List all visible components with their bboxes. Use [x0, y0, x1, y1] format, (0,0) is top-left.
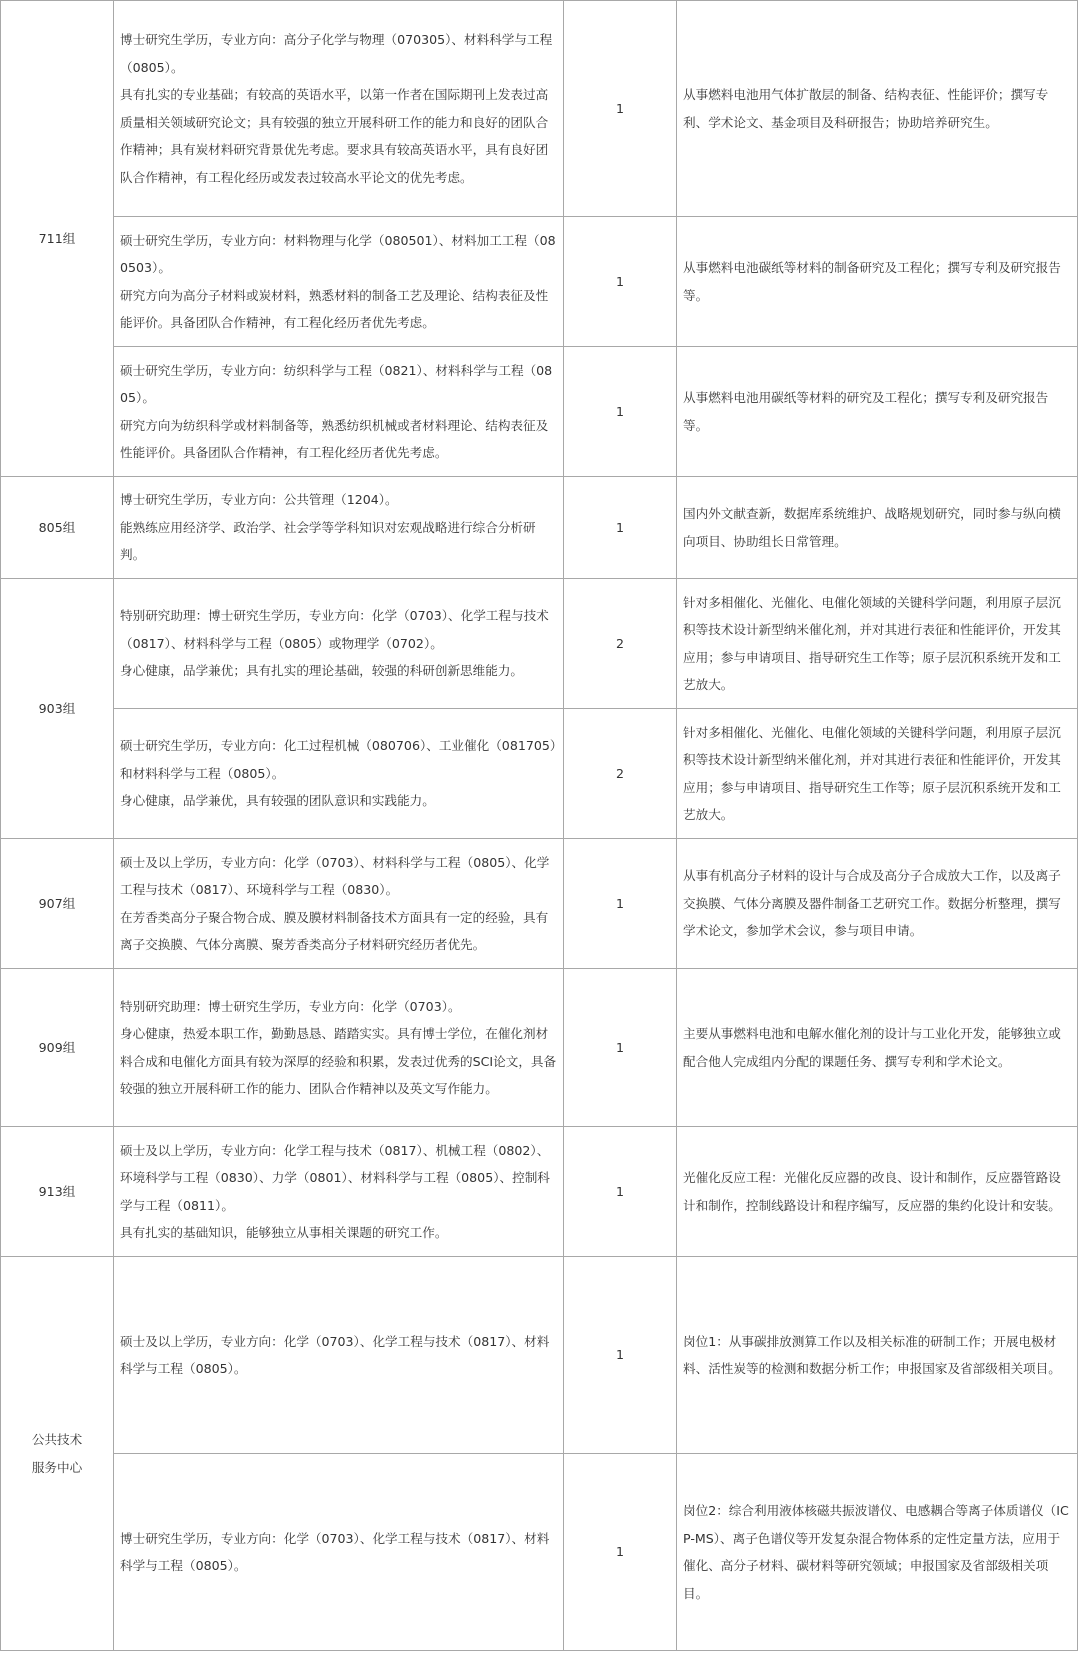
- group-cell: 711组: [1, 1, 114, 477]
- requirement-line: 研究方向为纺织科学或材料制备等，熟悉纺织机械或者材料理论、结构表征及性能评价。具备团队合作精神，有工程化经历者优先考虑。: [120, 417, 549, 460]
- requirement-cell: [114, 1127, 564, 1257]
- duty-cell: 针对多相催化、光催化、电催化领域的关键科学问题，利用原子层沉积等技术设计新型纳米催化剂，并对其进行表征和性能评价，开发其应用；参与申请项目、指导研究生工作等；原子层沉积系统开发和工艺放大。: [677, 579, 1078, 709]
- requirement-line: 身心健康，热爱本职工作，勤勤恳恳、踏踏实实。具有博士学位，在催化剂材料合成和电催化方面具有较为深厚的经验和积累，发表过优秀的SCI论文，具备较强的独立开展科研工作的能力、团队合作精神以及英文写作能力。: [120, 1026, 557, 1096]
- count-cell: 2: [564, 579, 677, 709]
- requirement-line: 身心健康，品学兼优，具有较强的团队意识和实践能力。: [120, 793, 435, 809]
- requirement-line: 特别研究助理：博士研究生学历，专业方向：化学（0703）。: [120, 998, 461, 1014]
- group-cell: [1, 1257, 114, 1651]
- requirement-cell: [114, 347, 564, 477]
- requirement-cell: [114, 839, 564, 969]
- table-row: [1, 347, 1078, 477]
- requirement-cell: [114, 217, 564, 347]
- table-row: [1, 1257, 1078, 1454]
- requirement-line: 具有扎实的基础知识，能够独立从事相关课题的研究工作。: [120, 1225, 448, 1240]
- group-name-line: 公共技术: [31, 1432, 83, 1447]
- count-cell: 1: [564, 1127, 677, 1257]
- requirement-line: 硕士及以上学历，专业方向：化学（0703）、化学工程与技术（0817）、材料科学与工程（0805）。: [120, 1333, 550, 1376]
- count-cell: 2: [564, 709, 677, 839]
- table-row: [1, 709, 1078, 839]
- count-cell: 1: [564, 347, 677, 477]
- requirement-line: 硕士研究生学历，专业方向：纺织科学与工程（0821）、材料科学与工程（0805）。: [120, 362, 553, 405]
- duty-cell: 从事燃料电池用气体扩散层的制备、结构表征、性能评价；撰写专利、学术论文、基金项目及科研报告；协助培养研究生。: [677, 1, 1078, 217]
- table-row: [1, 1, 1078, 217]
- duty-cell: 主要从事燃料电池和电解水催化剂的设计与工业化开发，能够独立或配合他人完成组内分配的课题任务、撰写专利和学术论文。: [677, 969, 1078, 1127]
- requirement-line: 特别研究助理：博士研究生学历，专业方向：化学（0703）、化学工程与技术（0817）、材料科学与工程（0805）或物理学（0702）。: [120, 608, 549, 651]
- duty-cell: 针对多相催化、光催化、电催化领域的关键科学问题，利用原子层沉积等技术设计新型纳米催化剂，并对其进行表征和性能评价，开发其应用；参与申请项目、指导研究生工作等；原子层沉积系统开发和工艺放大。: [677, 709, 1078, 839]
- requirement-line: 研究方向为高分子材料或炭材料，熟悉材料的制备工艺及理论、结构表征及性能评价。具备团队合作精神，有工程化经历者优先考虑。: [120, 287, 549, 330]
- requirement-line: 博士研究生学历，专业方向：公共管理（1204）。: [120, 492, 398, 508]
- table-row: [1, 839, 1078, 969]
- requirement-cell: [114, 709, 564, 839]
- duty-cell: 岗位2：综合利用液体核磁共振波谱仪、电感耦合等离子体质谱仪（ICP-MS）、离子色谱仪等开发复杂混合物体系的定性定量方法，应用于催化、高分子材料、碳材料等研究领域；申报国家及省部级相关项目。: [677, 1454, 1078, 1651]
- count-cell: 1: [564, 839, 677, 969]
- count-cell: 1: [564, 217, 677, 347]
- group-cell: 907组: [1, 839, 114, 969]
- group-cell: 909组: [1, 969, 114, 1127]
- duty-cell: 国内外文献查新，数据库系统维护、战略规划研究，同时参与纵向横向项目、协助组长日常管理。: [677, 477, 1078, 579]
- duty-cell: 从事有机高分子材料的设计与合成及高分子合成放大工作，以及离子交换膜、气体分离膜及器件制备工艺研究工作。数据分析整理，撰写学术论文，参加学术会议，参与项目申请。: [677, 839, 1078, 969]
- count-cell: 1: [564, 969, 677, 1127]
- table-row: [1, 579, 1078, 709]
- group-cell: 805组: [1, 477, 114, 579]
- table-row: [1, 1454, 1078, 1651]
- requirement-line: 硕士及以上学历，专业方向：化学（0703）、材料科学与工程（0805）、化学工程与技术（0817）、环境科学与工程（0830）。: [120, 854, 550, 897]
- table-row: [1, 217, 1078, 347]
- count-cell: 1: [564, 1454, 677, 1651]
- requirement-line: 硕士及以上学历，专业方向：化学工程与技术（0817）、机械工程（0802）、环境科学与工程（0830）、力学（0801）、材料科学与工程（0805）、控制科学与工程（0811）。: [120, 1142, 550, 1213]
- table-row: [1, 969, 1078, 1127]
- duty-cell: 从事燃料电池碳纸等材料的制备研究及工程化；撰写专利及研究报告等。: [677, 217, 1078, 347]
- duty-cell: 岗位1：从事碳排放测算工作以及相关标准的研制工作；开展电极材料、活性炭等的检测和数据分析工作；申报国家及省部级相关项目。: [677, 1257, 1078, 1454]
- requirement-line: 在芳香类高分子聚合物合成、膜及膜材料制备技术方面具有一定的经验，具有离子交换膜、气体分离膜、聚芳香类高分子材料研究经历者优先。: [120, 909, 549, 952]
- count-cell: 1: [564, 1, 677, 217]
- count-cell: 1: [564, 1257, 677, 1454]
- group-cell: 903组: [1, 579, 114, 839]
- requirement-line: 博士研究生学历，专业方向：化学（0703）、化学工程与技术（0817）、材料科学与工程（0805）。: [120, 1530, 550, 1573]
- requirement-cell: [114, 477, 564, 579]
- requirement-cell: [114, 969, 564, 1127]
- duty-cell: 从事燃料电池用碳纸等材料的研究及工程化；撰写专利及研究报告等。: [677, 347, 1078, 477]
- duty-cell: 光催化反应工程：光催化反应器的改良、设计和制作，反应器管路设计和制作，控制线路设计和程序编写，反应器的集约化设计和安装。: [677, 1127, 1078, 1257]
- requirement-line: 博士研究生学历，专业方向：高分子化学与物理（070305）、材料科学与工程（0805）。: [120, 32, 553, 75]
- group-name-line: 服务中心: [31, 1459, 83, 1475]
- requirement-cell: [114, 1454, 564, 1651]
- requirement-line: 硕士研究生学历，专业方向：化工过程机械（080706）、工业催化（081705）和材料科学与工程（0805）。: [120, 738, 557, 781]
- requirement-line: 身心健康，品学兼优；具有扎实的理论基础，较强的科研创新思维能力。: [120, 663, 523, 679]
- requirement-cell: [114, 1, 564, 217]
- table-row: [1, 1127, 1078, 1257]
- count-cell: 1: [564, 477, 677, 579]
- group-cell: 913组: [1, 1127, 114, 1257]
- table-row: [1, 477, 1078, 579]
- requirement-line: 能熟练应用经济学、政治学、社会学等学科知识对宏观战略进行综合分析研判。: [120, 519, 536, 563]
- requirement-line: 具有扎实的专业基础；有较高的英语水平，以第一作者在国际期刊上发表过高质量相关领域研究论文；具有较强的独立开展科研工作的能力和良好的团队合作精神；具有炭材料研究背景优先考虑。要求具有较高英语水平，具有良好团队合作精神，有工程化经历或发表过较高水平论文的优先考虑。: [120, 87, 549, 185]
- requirement-line: 硕士研究生学历，专业方向：材料物理与化学（080501）、材料加工工程（080503）。: [120, 232, 556, 275]
- requirement-cell: [114, 1257, 564, 1454]
- requirement-cell: [114, 579, 564, 709]
